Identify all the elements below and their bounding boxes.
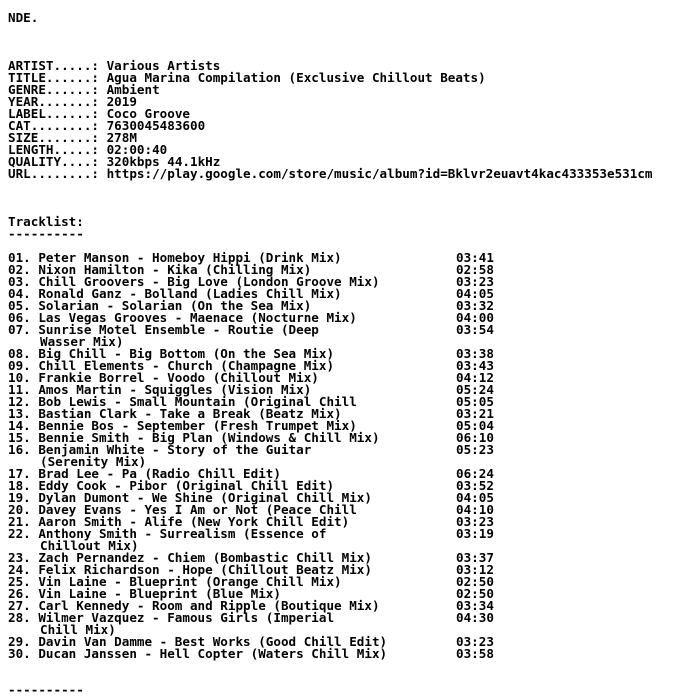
- footer-rule: ----------: [8, 682, 84, 697]
- info-label: CAT........:: [8, 118, 107, 133]
- release-tag: NDE.: [8, 10, 39, 25]
- spacer: [8, 180, 694, 216]
- track-row: [8, 324, 694, 336]
- track-duration: 02:58: [456, 262, 494, 277]
- nfo-document: [8, 12, 694, 696]
- track-title: 08. Big Chill - Big Bottom (On the Sea Mix): [8, 346, 335, 361]
- track-duration: 04:05: [456, 490, 494, 505]
- track-title: 11. Amos Martin - Squiggles (Vision Mix): [8, 382, 312, 397]
- track-duration: 03:21: [456, 406, 494, 421]
- info-value: Various Artists: [106, 58, 221, 73]
- track-title: 01. Peter Manson - Homeboy Hippi (Drink Mix): [8, 250, 342, 265]
- track-title: 17. Brad Lee - Pa (Radio Chill Edit): [8, 466, 281, 481]
- track-title: 21. Aaron Smith - Alife (New York Chill Edit): [8, 514, 350, 529]
- track-title: 26. Vin Laine - Blueprint (Blue Mix): [8, 586, 281, 601]
- track-title: 14. Bennie Bos - September (Fresh Trumpet Mix): [8, 418, 357, 433]
- info-label: URL........:: [8, 166, 107, 181]
- track-duration: 02:50: [456, 586, 494, 601]
- info-label: ARTIST.....:: [8, 58, 107, 73]
- track-title: 10. Frankie Borrel - Voodo (Chillout Mix): [8, 370, 319, 385]
- info-label: SIZE.......:: [8, 130, 107, 145]
- info-value: Ambient: [106, 82, 160, 97]
- track-duration: 04:00: [456, 310, 494, 325]
- track-title: 22. Anthony Smith - Surrealism (Essence of: [8, 526, 327, 541]
- info-label: YEAR.......:: [8, 94, 107, 109]
- track-duration: 03:32: [456, 298, 494, 313]
- track-duration: 03:43: [456, 358, 494, 373]
- track-title-continuation: (Serenity Mix): [40, 454, 147, 469]
- track-title: 19. Dylan Dumont - We Shine (Original Chill Mix): [8, 490, 372, 505]
- track-duration: 03:54: [456, 322, 494, 337]
- track-title: 15. Bennie Smith - Big Plan (Windows & Chill Mix): [8, 430, 380, 445]
- info-label: LABEL......:: [8, 106, 107, 121]
- track-title: 13. Bastian Clark - Take a Break (Beatz Mix): [8, 406, 342, 421]
- info-value: https://play.google.com/store/music/album?id=Bklvr2euavt4kac433353e531cm: [106, 166, 653, 181]
- track-row: [8, 528, 694, 540]
- info-value: 2019: [106, 94, 137, 109]
- info-value: 278M: [106, 130, 137, 145]
- track-duration: 06:10: [456, 430, 494, 445]
- info-value: 320kbps 44.1kHz: [106, 154, 221, 169]
- tracklist: [8, 252, 694, 660]
- info-value: Agua Marina Compilation (Exclusive Chillout Beats): [106, 70, 486, 85]
- track-row: [8, 648, 694, 660]
- track-title: 20. Davey Evans - Yes I Am or Not (Peace Chill: [8, 502, 357, 517]
- info-line: [8, 168, 694, 180]
- track-duration: 03:38: [456, 346, 494, 361]
- track-title: 02. Nixon Hamilton - Kika (Chilling Mix): [8, 262, 312, 277]
- track-duration: 04:12: [456, 370, 494, 385]
- track-duration: 03:19: [456, 526, 494, 541]
- track-duration: 05:24: [456, 382, 494, 397]
- track-duration: 04:30: [456, 610, 494, 625]
- track-title: 09. Chill Elements - Church (Champagne Mix): [8, 358, 335, 373]
- track-duration: 03:58: [456, 646, 494, 661]
- track-title: 12. Bob Lewis - Small Mountain (Original Chill: [8, 394, 357, 409]
- track-title: 29. Davin Van Damme - Best Works (Good Chill Edit): [8, 634, 388, 649]
- track-row: [8, 444, 694, 456]
- track-duration: 04:05: [456, 286, 494, 301]
- track-duration: 05:04: [456, 418, 494, 433]
- track-duration: 05:23: [456, 442, 494, 457]
- track-duration: 03:41: [456, 250, 494, 265]
- track-title-continuation: Chill Mix): [40, 622, 116, 637]
- track-duration: 06:24: [456, 466, 494, 481]
- track-duration: 04:10: [456, 502, 494, 517]
- track-duration: 02:50: [456, 574, 494, 589]
- tracklist-underline: ----------: [8, 226, 84, 241]
- info-label: GENRE......:: [8, 82, 107, 97]
- track-duration: 03:37: [456, 550, 494, 565]
- track-duration: 03:23: [456, 274, 494, 289]
- tracklist-heading: Tracklist:: [8, 214, 84, 229]
- info-value: Coco Groove: [106, 106, 190, 121]
- track-title: 05. Solarian - Solarian (On the Sea Mix): [8, 298, 312, 313]
- track-duration: 03:23: [456, 514, 494, 529]
- track-title-continuation: Wasser Mix): [40, 334, 124, 349]
- info-label: TITLE......:: [8, 70, 107, 85]
- track-title: 28. Wilmer Vazquez - Famous Girls (Imperial: [8, 610, 335, 625]
- info-value: 02:00:40: [106, 142, 168, 157]
- spacer: [8, 24, 694, 60]
- track-title: 07. Sunrise Motel Ensemble - Routie (Deep: [8, 322, 319, 337]
- track-title-continuation: Chillout Mix): [40, 538, 139, 553]
- track-title: 16. Benjamin White - Story of the Guitar: [8, 442, 312, 457]
- info-label: QUALITY....:: [8, 154, 107, 169]
- track-title: 23. Zach Pernandez - Chiem (Bombastic Chill Mix): [8, 550, 372, 565]
- info-value: 7630045483600: [106, 118, 206, 133]
- track-row: [8, 612, 694, 624]
- track-title: 30. Ducan Janssen - Hell Copter (Waters Chill Mix): [8, 646, 388, 661]
- info-label: LENGTH.....:: [8, 142, 107, 157]
- track-title: 24. Felix Richardson - Hope (Chillout Beatz Mix): [8, 562, 372, 577]
- track-title: 06. Las Vegas Grooves - Maenace (Nocturne Mix): [8, 310, 357, 325]
- track-title: 03. Chill Groovers - Big Love (London Groove Mix): [8, 274, 380, 289]
- track-title: 27. Carl Kennedy - Room and Ripple (Boutique Mix): [8, 598, 380, 613]
- track-duration: 03:34: [456, 598, 494, 613]
- track-title: 18. Eddy Cook - Pibor (Original Chill Edit): [8, 478, 335, 493]
- track-duration: 03:52: [456, 478, 494, 493]
- track-duration: 05:05: [456, 394, 494, 409]
- track-duration: 03:12: [456, 562, 494, 577]
- spacer: [8, 660, 694, 684]
- release-info: [8, 60, 694, 180]
- track-duration: 03:23: [456, 634, 494, 649]
- track-title: 25. Vin Laine - Blueprint (Orange Chill Mix): [8, 574, 342, 589]
- track-title: 04. Ronald Ganz - Bolland (Ladies Chill Mix): [8, 286, 342, 301]
